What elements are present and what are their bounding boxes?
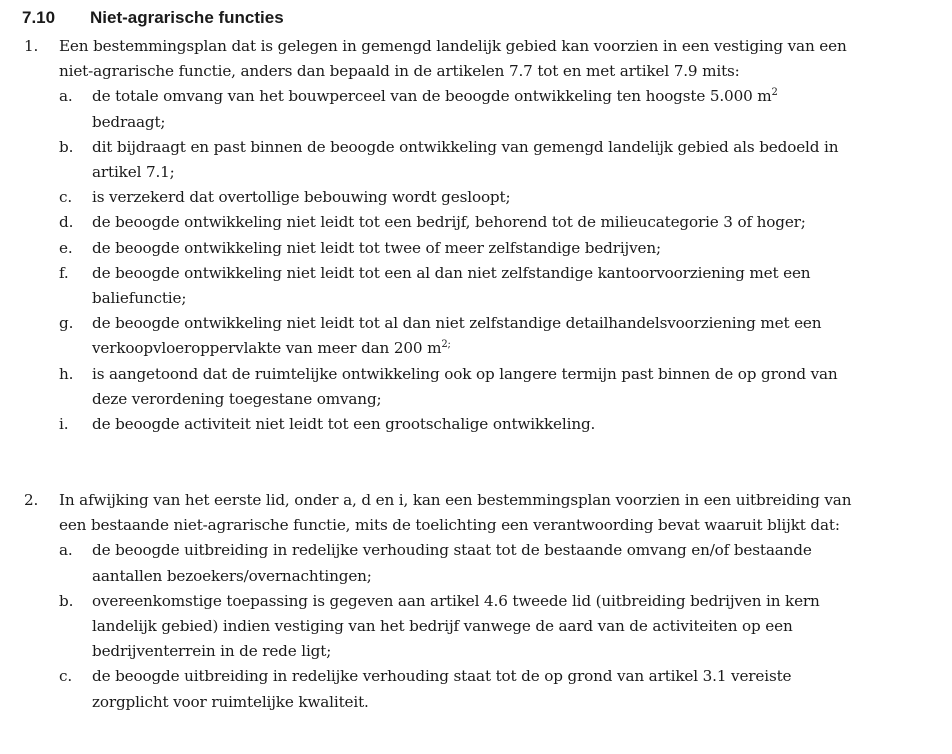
list-item-c [59,185,859,210]
list-item-a [59,84,859,134]
item-letter: c. [59,667,73,686]
item-letter: h. [59,364,74,383]
list-item-a [59,538,859,588]
item-letter: e. [59,238,73,257]
item-text [92,84,852,134]
lid-intro: In afwijking van het eerste lid, onder a, d en i, kan een bestemmingsplan voorzien in een uitbreiding van een bestaande niet-agrarische functie, mits de toelichting een verantwoording bevat waaruit blijkt dat: [59,491,852,535]
section-heading [22,6,284,30]
superscript: 2; [441,339,451,351]
item-letter: f. [59,263,69,282]
item-text: de beoogde uitbreiding in redelijke verhouding staat tot de bestaande omvang en/of bestaande aantallen bezoekers/overnachtingen; [92,541,812,585]
item-letter: b. [59,137,74,156]
item-text: overeenkomstige toepassing is gegeven aan artikel 4.6 tweede lid (uitbreiding bedrijven in kern landelijk gebied) indien vestiging van het bedrijf vanwege de aard van de activiteiten op een bedrijventerrein in de rede ligt; [92,591,820,661]
lid-number: 1. [24,37,39,55]
item-letter: c. [59,188,73,207]
lid-1 [24,34,904,437]
item-text-main: de totale omvang van het bouwperceel van de beoogde ontwikkeling ten hoogste 5.000 m [92,87,772,106]
item-text [92,311,852,361]
item-letter: g. [59,314,74,333]
list-item-g [59,311,859,361]
list-item-h [59,362,859,412]
item-text-main: de beoogde ontwikkeling niet leidt tot al dan niet zelfstandige detailhandelsvoorziening met een verkoopvloeroppervlakte van meer dan 200 m [92,314,822,358]
item-letter: d. [59,213,74,232]
item-letter: i. [59,415,69,434]
item-text: de beoogde uitbreiding in redelijke verhouding staat tot de op grond van artikel 3.1 vereiste zorgplicht voor ruimtelijke kwaliteit. [92,667,792,711]
item-letter: b. [59,591,74,610]
list-item-e [59,236,859,261]
item-text: de beoogde ontwikkeling niet leidt tot twee of meer zelfstandige bedrijven; [92,238,661,257]
lid-2 [24,488,904,715]
section-title: Niet-agrarische functies [90,8,284,27]
lid-intro: Een bestemmingsplan dat is gelegen in gemengd landelijk gebied kan voorzien in een vestiging van een niet-agrarische functie, anders dan bepaald in de artikelen 7.7 tot en met artikel 7.9 mits: [59,37,847,81]
item-letter: a. [59,87,73,106]
item-letter: a. [59,541,73,560]
list-item-b [59,589,859,665]
item-text: is aangetoond dat de ruimtelijke ontwikkeling ook op langere termijn past binnen de op grond van deze verordening toegestane omvang; [92,364,838,408]
list-item-b [59,135,859,185]
item-text: de beoogde activiteit niet leidt tot een grootschalige ontwikkeling. [92,415,596,434]
item-text-after: bedraagt; [92,112,166,131]
list-item-i [59,412,859,437]
lid-number: 2. [24,491,39,509]
item-text: dit bijdraagt en past binnen de beoogde ontwikkeling van gemengd landelijk gebied als bedoeld in artikel 7.1; [92,137,839,182]
superscript: 2 [771,87,778,99]
item-text: is verzekerd dat overtollige bebouwing wordt gesloopt; [92,188,511,207]
list-item-d [59,210,859,235]
section-number: 7.10 [22,8,56,27]
list-item-c [59,664,859,714]
item-text: de beoogde ontwikkeling niet leidt tot een bedrijf, behorend tot de milieucategorie 3 of hoger; [92,213,806,232]
item-text: de beoogde ontwikkeling niet leidt tot een al dan niet zelfstandige kantoorvoorziening met een baliefunctie; [92,263,811,308]
list-item-f [59,261,859,311]
